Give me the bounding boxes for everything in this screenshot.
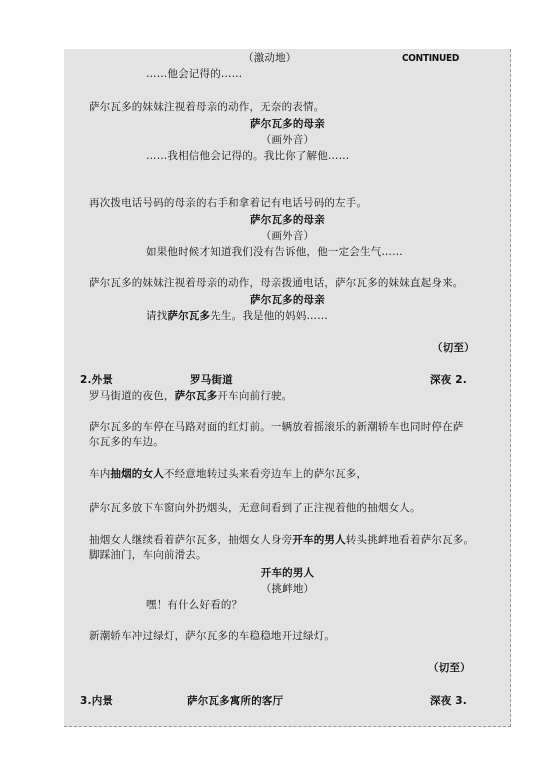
action-text: 罗马街道的夜色， xyxy=(89,390,175,402)
action-line xyxy=(89,467,367,481)
action-line: 再次拨电话号码的母亲的右手和拿着记有电话号码的左手。 xyxy=(89,197,368,209)
scene-location: 萨尔瓦多寓所的客厅 xyxy=(187,695,284,707)
action-text: 车内 xyxy=(89,468,111,480)
action-line xyxy=(89,533,474,547)
dialogue: ……我相信他会记得的。我比你了解他…… xyxy=(146,150,350,162)
parenthetical: （激动地） xyxy=(243,52,297,64)
character-highlight: 开车的男人 xyxy=(292,534,346,546)
scene-number: 3.内景 xyxy=(80,695,114,707)
action-text: 抽烟女人继续看着萨尔瓦多，抽烟女人身旁 xyxy=(89,534,293,546)
dialogue: ……他会记得的…… xyxy=(146,68,243,80)
character-highlight: 萨尔瓦多 xyxy=(167,310,211,322)
dialogue: 嘿！有什么好看的？ xyxy=(146,599,243,611)
parenthetical: （画外音） xyxy=(260,134,315,146)
action-text: 转头挑衅地看着萨尔瓦多。 xyxy=(345,534,475,546)
character-name: 开车的男人 xyxy=(260,567,315,579)
action-line: 新潮轿车冲过绿灯，萨尔瓦多的车稳稳地开过绿灯。 xyxy=(89,630,336,642)
transition: （切至） xyxy=(432,342,475,354)
action-line: 萨尔瓦多的车停在马路对面的红灯前。一辆放着摇滚乐的新潮轿车也同时停在萨 xyxy=(89,421,464,433)
character-name: 萨尔瓦多的母亲 xyxy=(250,214,325,226)
action-line xyxy=(89,389,292,403)
character-name: 萨尔瓦多的母亲 xyxy=(250,118,325,130)
scene-number: 2.外景 xyxy=(80,374,114,386)
action-text: 开车向前行驶。 xyxy=(217,390,293,402)
character-name: 萨尔瓦多的母亲 xyxy=(250,294,325,306)
action-line: 萨尔瓦多的妹妹注视着母亲的动作，无奈的表情。 xyxy=(89,101,325,113)
continued-marker: CONTINUED xyxy=(402,53,460,64)
action-text: 不经意地转过头来看旁边车上的萨尔瓦多， xyxy=(163,468,368,480)
action-line: 脚踩油门，车向前滑去。 xyxy=(89,549,207,561)
character-highlight: 抽烟的女人 xyxy=(110,468,164,480)
dialogue xyxy=(146,309,328,323)
character-highlight: 萨尔瓦多 xyxy=(174,390,218,402)
action-line: 萨尔瓦多的妹妹注视着母亲的动作，母亲拨通电话，萨尔瓦多的妹妹直起身来。 xyxy=(89,277,464,289)
dialogue-text: 先生。我是他的妈妈…… xyxy=(210,310,328,322)
parenthetical: （挑衅地） xyxy=(260,583,315,595)
scene-time: 深夜 2. xyxy=(430,374,467,386)
dialogue-text: 请找 xyxy=(146,310,168,322)
dialogue: 如果他时候才知道我们没有告诉他，他一定会生气…… xyxy=(146,246,403,258)
scene-time: 深夜 3. xyxy=(430,695,467,707)
script-page xyxy=(64,49,511,727)
action-line: 尔瓦多的车边。 xyxy=(89,436,164,448)
parenthetical: （画外音） xyxy=(260,230,315,242)
transition: （切至） xyxy=(428,662,471,674)
action-line: 萨尔瓦多放下车窗向外扔烟头，无意间看到了正注视着他的抽烟女人。 xyxy=(89,502,421,514)
scene-location: 罗马街道 xyxy=(190,374,233,386)
